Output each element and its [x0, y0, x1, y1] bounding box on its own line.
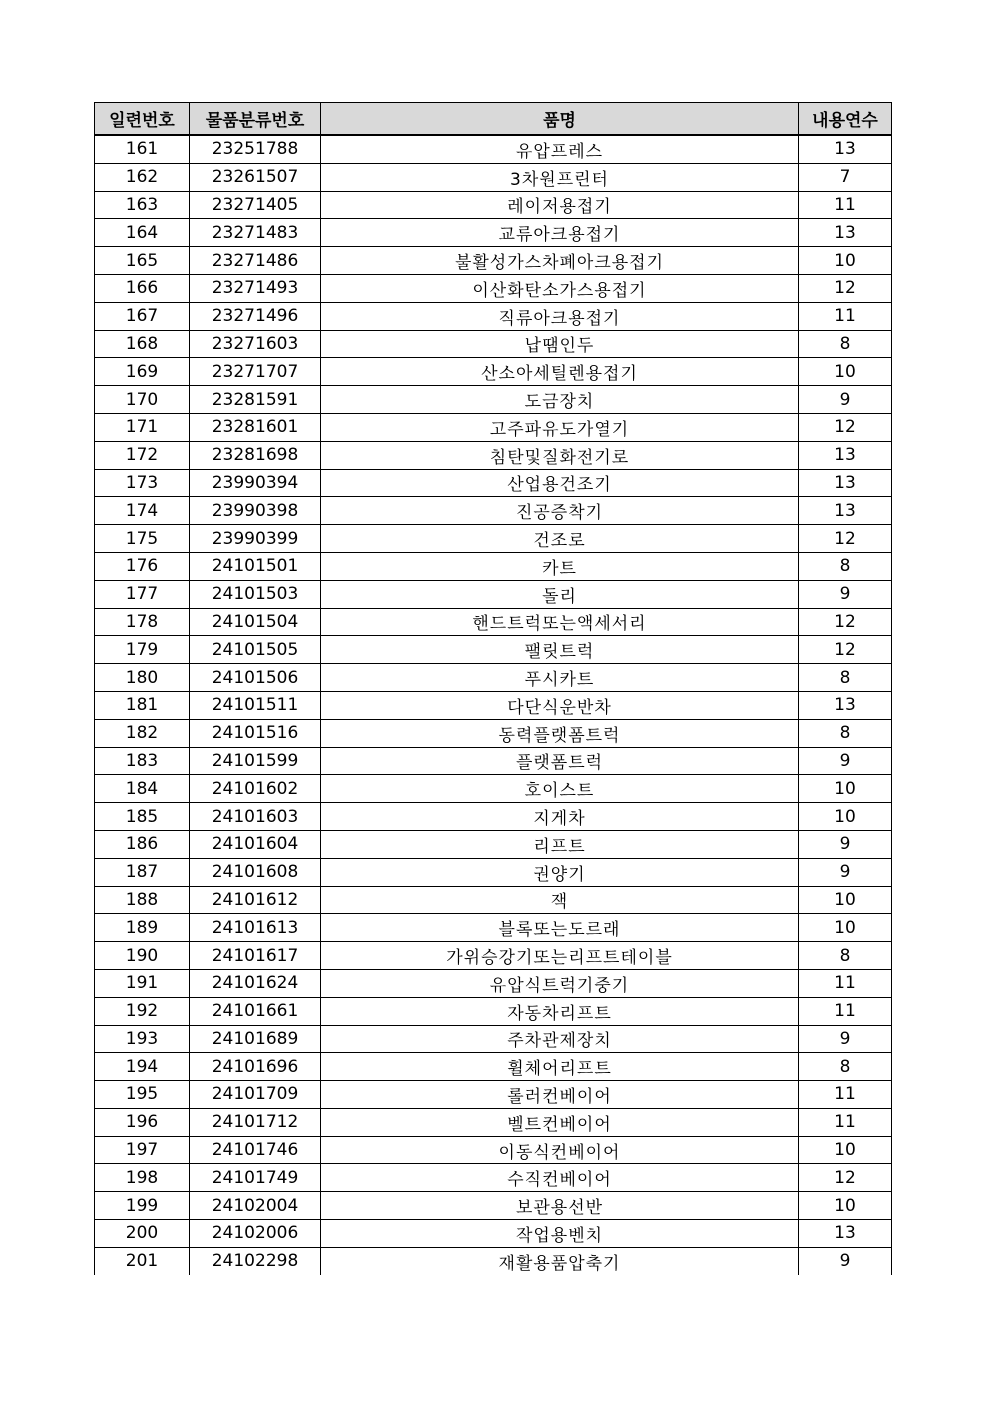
cell-useful-life: 13: [799, 219, 892, 247]
cell-useful-life: 11: [799, 997, 892, 1025]
cell-item-name: 롤러컨베이어: [321, 1081, 799, 1109]
table-body: [95, 135, 892, 1275]
table-row: [95, 914, 892, 942]
cell-useful-life: 13: [799, 135, 892, 163]
cell-classification-number: 24101661: [190, 997, 321, 1025]
cell-item-name: 잭: [321, 886, 799, 914]
cell-classification-number: 24101505: [190, 636, 321, 664]
cell-useful-life: 12: [799, 274, 892, 302]
table-row: [95, 191, 892, 219]
cell-serial-number: 184: [95, 775, 190, 803]
cell-useful-life: 9: [799, 858, 892, 886]
cell-serial-number: 173: [95, 469, 190, 497]
table-row: [95, 469, 892, 497]
cell-item-name: 보관용선반: [321, 1192, 799, 1220]
cell-item-name: 유압프레스: [321, 135, 799, 163]
cell-classification-number: 24101604: [190, 830, 321, 858]
cell-classification-number: 23271483: [190, 219, 321, 247]
cell-serial-number: 201: [95, 1247, 190, 1274]
cell-item-name: 다단식운반차: [321, 691, 799, 719]
cell-classification-number: 24101612: [190, 886, 321, 914]
cell-item-name: 호이스트: [321, 775, 799, 803]
cell-classification-number: 24101712: [190, 1108, 321, 1136]
table-row: [95, 552, 892, 580]
cell-classification-number: 24101617: [190, 942, 321, 970]
cell-classification-number: 24101602: [190, 775, 321, 803]
cell-classification-number: 24101689: [190, 1025, 321, 1053]
table-row: [95, 330, 892, 358]
table-row: [95, 274, 892, 302]
table-row: [95, 1164, 892, 1192]
cell-item-name: 휠체어리프트: [321, 1053, 799, 1081]
cell-classification-number: 24101613: [190, 914, 321, 942]
cell-useful-life: 13: [799, 691, 892, 719]
cell-classification-number: 24101603: [190, 803, 321, 831]
table-row: [95, 1053, 892, 1081]
cell-item-name: 주차관제장치: [321, 1025, 799, 1053]
table-row: [95, 1108, 892, 1136]
cell-item-name: 이산화탄소가스용접기: [321, 274, 799, 302]
header-useful-life: 내용연수: [799, 103, 892, 136]
cell-item-name: 교류아크용접기: [321, 219, 799, 247]
cell-useful-life: 12: [799, 1164, 892, 1192]
cell-serial-number: 200: [95, 1220, 190, 1248]
cell-classification-number: 23261507: [190, 163, 321, 191]
cell-serial-number: 177: [95, 580, 190, 608]
equipment-lifespan-table-container: [94, 102, 891, 1275]
table-row: [95, 163, 892, 191]
cell-item-name: 레이저용접기: [321, 191, 799, 219]
cell-classification-number: 23271496: [190, 302, 321, 330]
header-serial-number: 일련번호: [95, 103, 190, 136]
cell-useful-life: 12: [799, 636, 892, 664]
equipment-lifespan-table: [94, 102, 892, 1275]
cell-classification-number: 24101749: [190, 1164, 321, 1192]
cell-classification-number: 24102298: [190, 1247, 321, 1274]
cell-useful-life: 11: [799, 1081, 892, 1109]
cell-item-name: 산소아세틸렌용접기: [321, 358, 799, 386]
cell-item-name: 고주파유도가열기: [321, 413, 799, 441]
cell-classification-number: 24101746: [190, 1136, 321, 1164]
table-row: [95, 497, 892, 525]
cell-useful-life: 8: [799, 664, 892, 692]
cell-classification-number: 24101696: [190, 1053, 321, 1081]
cell-serial-number: 181: [95, 691, 190, 719]
cell-useful-life: 8: [799, 1053, 892, 1081]
table-row: [95, 747, 892, 775]
cell-item-name: 3차원프린터: [321, 163, 799, 191]
cell-useful-life: 9: [799, 830, 892, 858]
table-row: [95, 1136, 892, 1164]
table-row: [95, 858, 892, 886]
cell-classification-number: 23251788: [190, 135, 321, 163]
cell-serial-number: 176: [95, 552, 190, 580]
table-row: [95, 1220, 892, 1248]
cell-item-name: 핸드트럭또는액세서리: [321, 608, 799, 636]
cell-serial-number: 195: [95, 1081, 190, 1109]
cell-item-name: 유압식트럭기중기: [321, 969, 799, 997]
cell-serial-number: 167: [95, 302, 190, 330]
cell-useful-life: 10: [799, 1192, 892, 1220]
cell-useful-life: 8: [799, 330, 892, 358]
table-row: [95, 302, 892, 330]
cell-useful-life: 10: [799, 914, 892, 942]
cell-serial-number: 199: [95, 1192, 190, 1220]
cell-serial-number: 193: [95, 1025, 190, 1053]
cell-item-name: 카트: [321, 552, 799, 580]
cell-useful-life: 12: [799, 413, 892, 441]
cell-serial-number: 171: [95, 413, 190, 441]
cell-useful-life: 12: [799, 525, 892, 553]
table-row: [95, 636, 892, 664]
cell-serial-number: 190: [95, 942, 190, 970]
table-row: [95, 942, 892, 970]
cell-serial-number: 163: [95, 191, 190, 219]
cell-serial-number: 172: [95, 441, 190, 469]
cell-serial-number: 192: [95, 997, 190, 1025]
cell-classification-number: 23990398: [190, 497, 321, 525]
cell-item-name: 플랫폼트럭: [321, 747, 799, 775]
cell-serial-number: 169: [95, 358, 190, 386]
cell-item-name: 침탄및질화전기로: [321, 441, 799, 469]
cell-useful-life: 10: [799, 1136, 892, 1164]
cell-classification-number: 24101511: [190, 691, 321, 719]
table-row: [95, 525, 892, 553]
cell-item-name: 리프트: [321, 830, 799, 858]
cell-useful-life: 10: [799, 886, 892, 914]
cell-classification-number: 23281601: [190, 413, 321, 441]
cell-classification-number: 24102004: [190, 1192, 321, 1220]
table-row: [95, 1081, 892, 1109]
cell-serial-number: 161: [95, 135, 190, 163]
cell-useful-life: 11: [799, 1108, 892, 1136]
cell-serial-number: 186: [95, 830, 190, 858]
cell-useful-life: 9: [799, 1247, 892, 1274]
table-header-row: [95, 103, 892, 136]
cell-classification-number: 23271493: [190, 274, 321, 302]
cell-serial-number: 188: [95, 886, 190, 914]
table-row: [95, 664, 892, 692]
cell-serial-number: 194: [95, 1053, 190, 1081]
table-row: [95, 969, 892, 997]
cell-item-name: 블록또는도르래: [321, 914, 799, 942]
cell-serial-number: 174: [95, 497, 190, 525]
cell-serial-number: 189: [95, 914, 190, 942]
cell-classification-number: 24102006: [190, 1220, 321, 1248]
cell-useful-life: 11: [799, 302, 892, 330]
cell-useful-life: 9: [799, 1025, 892, 1053]
cell-item-name: 도금장치: [321, 386, 799, 414]
cell-serial-number: 197: [95, 1136, 190, 1164]
table-row: [95, 1192, 892, 1220]
cell-serial-number: 164: [95, 219, 190, 247]
cell-item-name: 동력플랫폼트럭: [321, 719, 799, 747]
header-classification-number: 물품분류번호: [190, 103, 321, 136]
cell-useful-life: 9: [799, 747, 892, 775]
cell-serial-number: 196: [95, 1108, 190, 1136]
cell-item-name: 작업용벤치: [321, 1220, 799, 1248]
table-row: [95, 886, 892, 914]
cell-classification-number: 24101504: [190, 608, 321, 636]
cell-useful-life: 8: [799, 719, 892, 747]
cell-classification-number: 24101624: [190, 969, 321, 997]
table-row: [95, 441, 892, 469]
cell-classification-number: 23990394: [190, 469, 321, 497]
cell-item-name: 가위승강기또는리프트테이블: [321, 942, 799, 970]
cell-serial-number: 175: [95, 525, 190, 553]
cell-serial-number: 187: [95, 858, 190, 886]
cell-item-name: 수직컨베이어: [321, 1164, 799, 1192]
cell-serial-number: 178: [95, 608, 190, 636]
cell-item-name: 진공증착기: [321, 497, 799, 525]
cell-item-name: 벨트컨베이어: [321, 1108, 799, 1136]
table-row: [95, 803, 892, 831]
table-row: [95, 775, 892, 803]
cell-classification-number: 24101709: [190, 1081, 321, 1109]
cell-serial-number: 198: [95, 1164, 190, 1192]
table-row: [95, 386, 892, 414]
cell-classification-number: 24101516: [190, 719, 321, 747]
cell-classification-number: 23281591: [190, 386, 321, 414]
cell-classification-number: 23281698: [190, 441, 321, 469]
cell-useful-life: 11: [799, 969, 892, 997]
table-row: [95, 1025, 892, 1053]
cell-useful-life: 10: [799, 775, 892, 803]
cell-useful-life: 9: [799, 580, 892, 608]
cell-classification-number: 23990399: [190, 525, 321, 553]
cell-classification-number: 24101501: [190, 552, 321, 580]
cell-item-name: 산업용건조기: [321, 469, 799, 497]
cell-item-name: 납땜인두: [321, 330, 799, 358]
cell-item-name: 불활성가스차폐아크용접기: [321, 247, 799, 275]
cell-serial-number: 162: [95, 163, 190, 191]
cell-serial-number: 191: [95, 969, 190, 997]
table-row: [95, 580, 892, 608]
cell-item-name: 팰릿트럭: [321, 636, 799, 664]
cell-classification-number: 23271405: [190, 191, 321, 219]
cell-serial-number: 170: [95, 386, 190, 414]
cell-useful-life: 7: [799, 163, 892, 191]
cell-classification-number: 24101599: [190, 747, 321, 775]
table-row: [95, 719, 892, 747]
table-row: [95, 830, 892, 858]
cell-item-name: 재활용품압축기: [321, 1247, 799, 1274]
cell-classification-number: 23271707: [190, 358, 321, 386]
cell-useful-life: 10: [799, 358, 892, 386]
cell-classification-number: 24101503: [190, 580, 321, 608]
cell-serial-number: 166: [95, 274, 190, 302]
cell-serial-number: 183: [95, 747, 190, 775]
cell-serial-number: 185: [95, 803, 190, 831]
cell-useful-life: 12: [799, 608, 892, 636]
cell-useful-life: 13: [799, 441, 892, 469]
cell-classification-number: 24101608: [190, 858, 321, 886]
table-row: [95, 1247, 892, 1274]
cell-useful-life: 13: [799, 497, 892, 525]
cell-useful-life: 10: [799, 247, 892, 275]
cell-classification-number: 23271486: [190, 247, 321, 275]
cell-useful-life: 13: [799, 1220, 892, 1248]
cell-item-name: 권양기: [321, 858, 799, 886]
table-row: [95, 691, 892, 719]
cell-serial-number: 182: [95, 719, 190, 747]
cell-serial-number: 179: [95, 636, 190, 664]
cell-item-name: 직류아크용접기: [321, 302, 799, 330]
table-row: [95, 997, 892, 1025]
table-row: [95, 135, 892, 163]
table-row: [95, 219, 892, 247]
cell-useful-life: 8: [799, 552, 892, 580]
cell-classification-number: 24101506: [190, 664, 321, 692]
table-row: [95, 608, 892, 636]
table-row: [95, 358, 892, 386]
cell-useful-life: 9: [799, 386, 892, 414]
table-row: [95, 247, 892, 275]
cell-useful-life: 11: [799, 191, 892, 219]
cell-item-name: 건조로: [321, 525, 799, 553]
cell-classification-number: 23271603: [190, 330, 321, 358]
cell-item-name: 이동식컨베이어: [321, 1136, 799, 1164]
cell-item-name: 자동차리프트: [321, 997, 799, 1025]
cell-useful-life: 13: [799, 469, 892, 497]
cell-item-name: 푸시카트: [321, 664, 799, 692]
cell-item-name: 돌리: [321, 580, 799, 608]
header-item-name: 품명: [321, 103, 799, 136]
cell-serial-number: 165: [95, 247, 190, 275]
table-row: [95, 413, 892, 441]
cell-serial-number: 168: [95, 330, 190, 358]
cell-serial-number: 180: [95, 664, 190, 692]
cell-useful-life: 8: [799, 942, 892, 970]
cell-item-name: 지게차: [321, 803, 799, 831]
cell-useful-life: 10: [799, 803, 892, 831]
